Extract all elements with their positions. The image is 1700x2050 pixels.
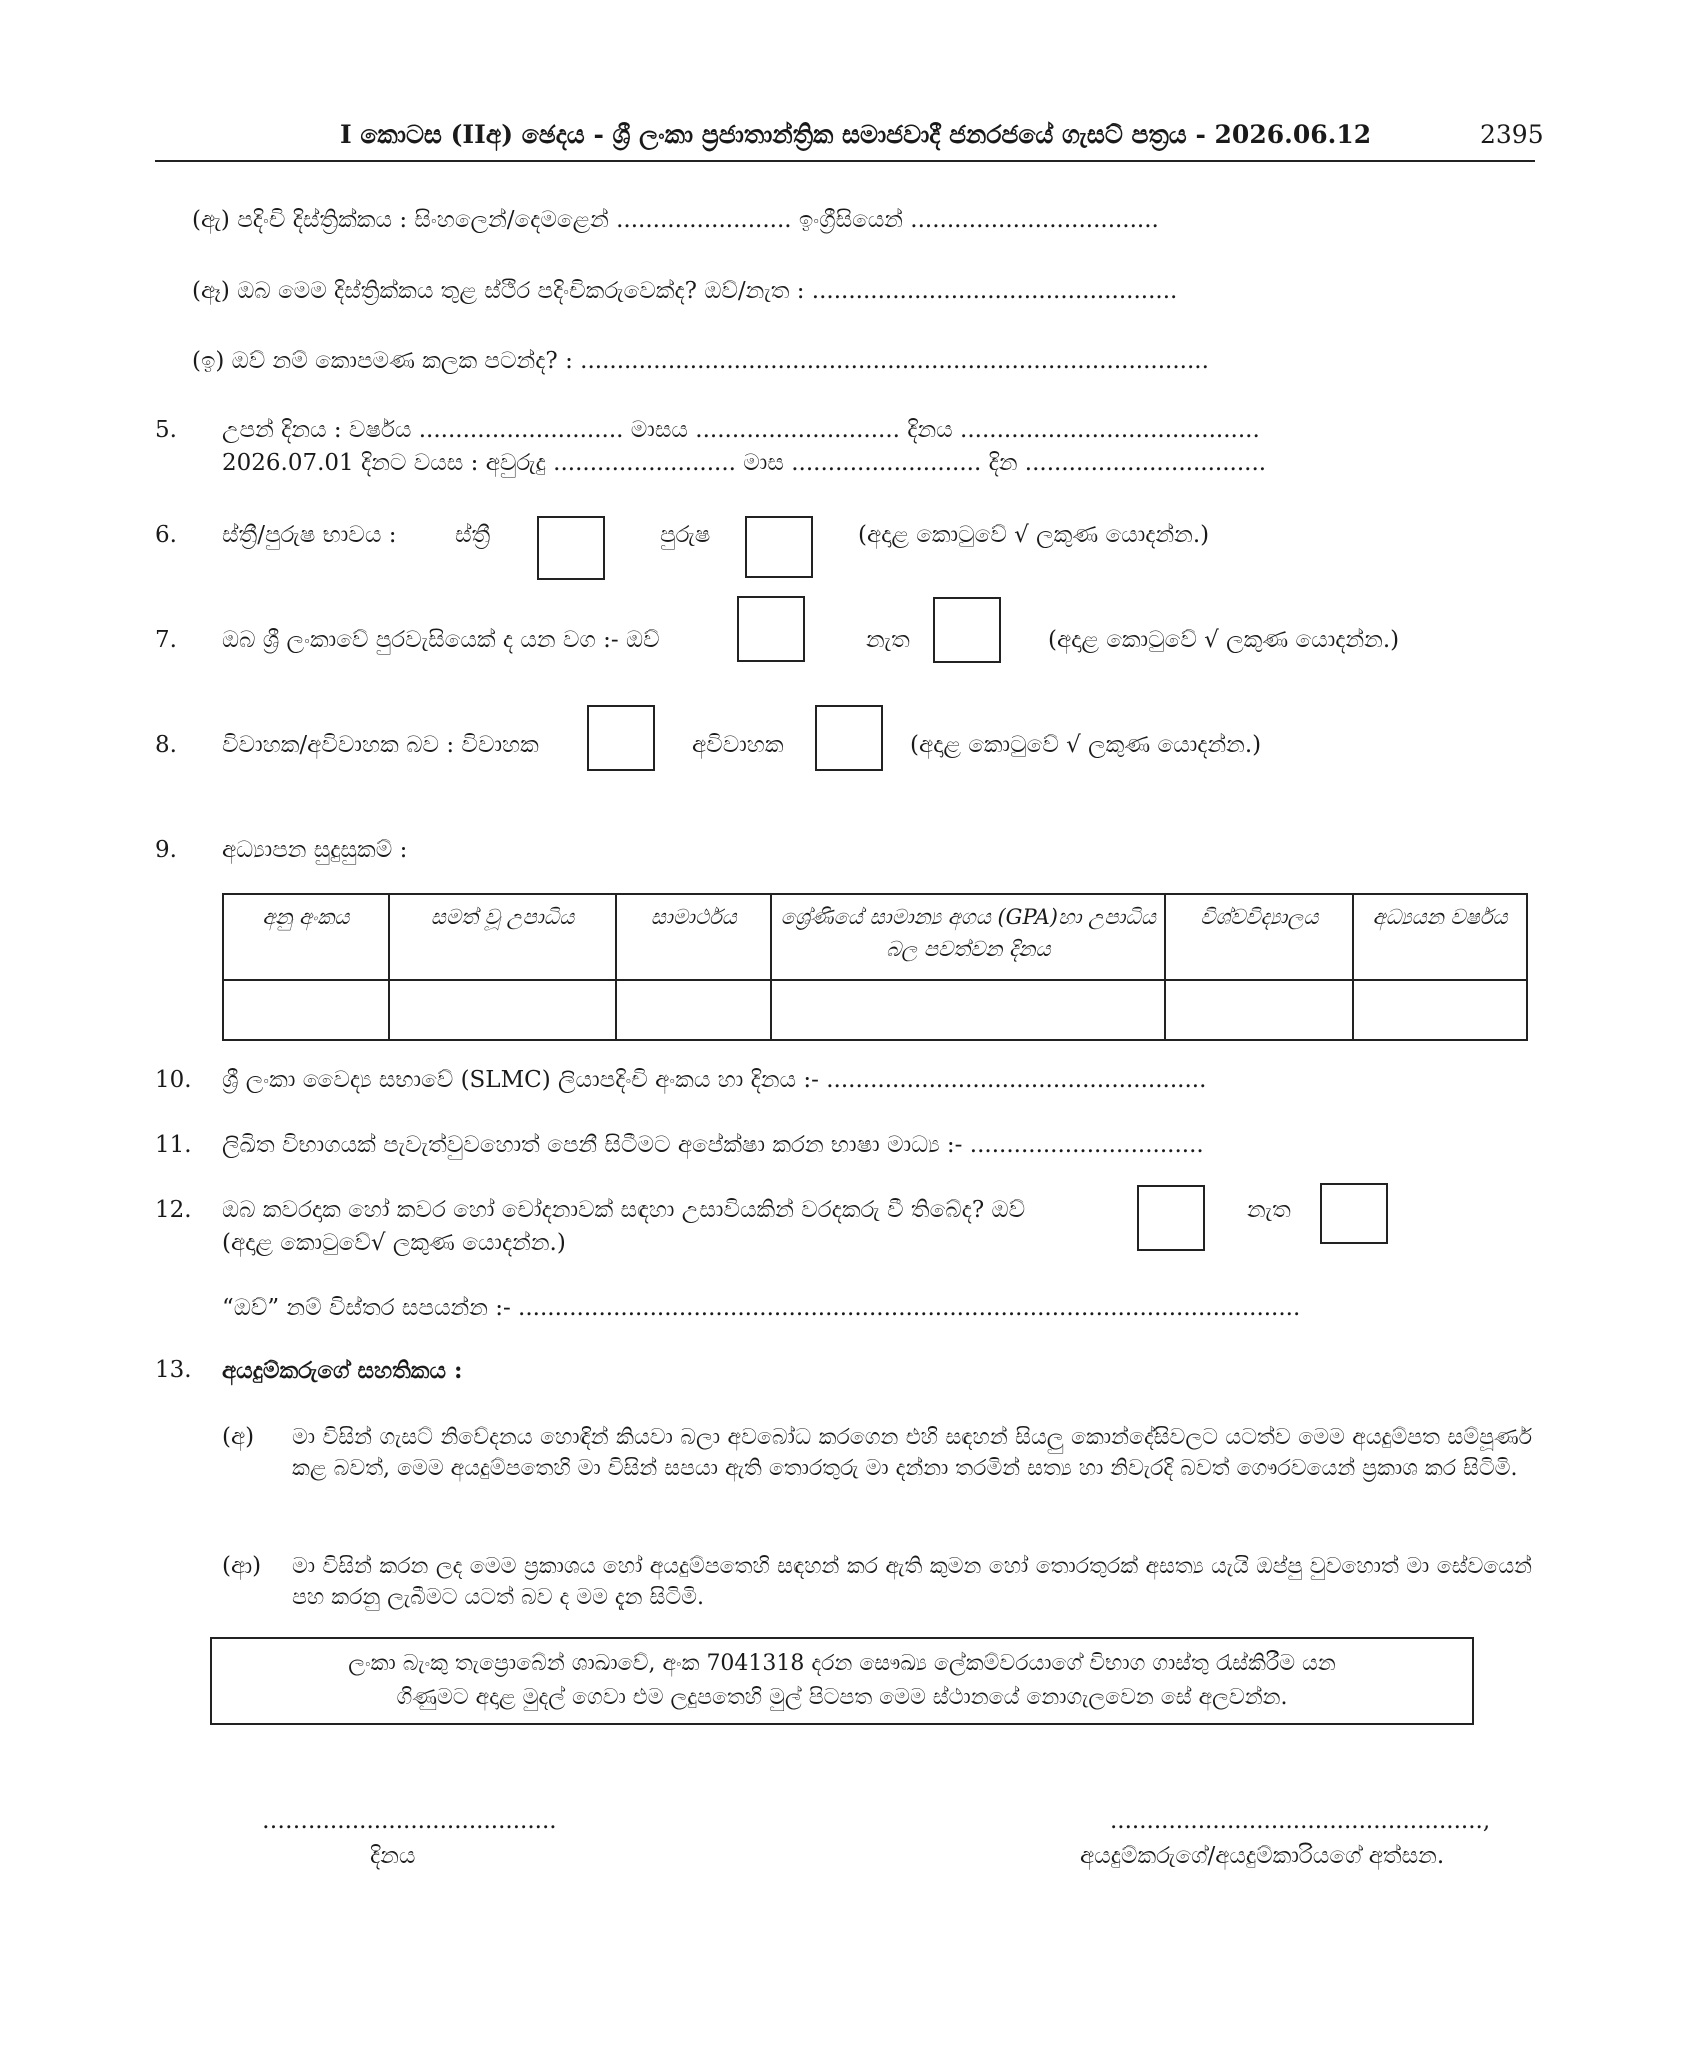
q12-number: 12. xyxy=(155,1197,192,1223)
male-label: පුරුෂ xyxy=(660,522,711,548)
applicant-signature-label: අයදුම්කරුගේ/අයදුම්කාරියගේ අත්සන. xyxy=(1080,1843,1445,1869)
table-header-cell: සාමාර්ථය xyxy=(616,894,771,980)
table-header-cell: අධ්‍යයන වර්ෂය xyxy=(1353,894,1527,980)
table-header-cell: ශ්‍රේණියේ සාමාන්‍ය අගය (GPA)හා උපාධිය බල පවත්වන දිනය xyxy=(771,894,1165,980)
citizen-no-checkbox[interactable] xyxy=(933,597,1001,663)
q6-number: 6. xyxy=(155,522,177,548)
header-rule xyxy=(155,160,1535,162)
birth-date-field[interactable]: උපන් දිනය : වර්ෂය ............................ මාසය ............................ දිනය ......................................... xyxy=(222,417,1260,443)
table-header-cell: අනු අංකය xyxy=(223,894,389,980)
unmarried-label: අවිවාහක xyxy=(692,732,784,758)
education-table xyxy=(222,893,1528,1041)
table-cell[interactable] xyxy=(1165,980,1353,1040)
q13-number: 13. xyxy=(155,1357,192,1383)
declaration-aa-text: මා විසින් කරන ලද මෙම ප්‍රකාශය හෝ අයදුම්පතෙහි සඳහන් කර ඇති කුමන හෝ තොරතුරක් අසත්‍ය යැයි ඔප්පු වුවහොත් මා සේවයෙන් පහ කරනු ලැබීමට යටත් බව ද මම දැන සිටිමි. xyxy=(292,1554,1532,1610)
table-cell[interactable] xyxy=(389,980,617,1040)
declaration-a-label: (අ) xyxy=(222,1424,255,1450)
declaration-a-text: මා විසින් ගැසට් නිවේදනය හොඳින් කියවා බලා අවබෝධ කරගෙන එහි සඳහන් සියලු කොන්දේසිවලට යටත්ව මෙම අයදුම්පත සම්පූර්ණ කළ බවත්, මෙම අයදුම්පතෙහි මා විසින් සපයා ඇති තොරතුරු මා දන්නා තරමින් සත්‍ය හා නිවැරදි බවත් ගෞරවයෙන් ප්‍රකාශ කර සිටිමි. xyxy=(292,1425,1532,1481)
gender-note: (අදාළ කොටුවේ √ ලකුණ යොදන්න.) xyxy=(858,522,1210,548)
conviction-no-label: නැත xyxy=(1247,1197,1291,1223)
receipt-notice-box xyxy=(210,1637,1474,1725)
citizenship-note: (අදාළ කොටුවේ √ ලකුණ යොදන්න.) xyxy=(1048,627,1400,653)
age-field[interactable]: 2026.07.01 දිනට වයස : අවුරුදු ......................... මාස .......................... දින ................................. xyxy=(222,450,1267,476)
district-field[interactable]: (ඇ) පදිංචි දිස්ත්‍රික්කය : සිංහලෙන්/දෙමළෙන් ........................ ඉංග්‍රීසියෙන් .................................. xyxy=(192,207,1159,233)
applicant-signature-line[interactable]: ..................................................., xyxy=(1110,1808,1491,1834)
notice-line-2: ගිණුමට අදාළ මුදල් ගෙවා එම ලදුපතෙහි මුල් පිටපත මෙම ස්ථානයේ නොගැලවෙන සේ අලවන්න. xyxy=(396,1685,1288,1710)
date-label: දිනය xyxy=(370,1843,416,1869)
marital-note: (අදාළ කොටුවේ √ ලකුණ යොදන්න.) xyxy=(910,732,1262,758)
declaration-aa-label: (ආ) xyxy=(222,1553,262,1579)
q10-number: 10. xyxy=(155,1067,192,1093)
male-checkbox[interactable] xyxy=(745,516,813,578)
conviction-question: ඔබ කවරදාක හෝ කවර හෝ චෝදනාවක් සඳහා උසාවියකින් වරදකරු වී තිබේද? ඔව් xyxy=(222,1197,1026,1223)
q5-number: 5. xyxy=(155,417,177,443)
gazette-header-title: I කොටස (IIඅ) ඡෙදය - ශ්‍රී ලංකා ප්‍රජාතාන්ත්‍රික සමාජවාදී ජනරජයේ ගැසට් පත්‍රය - 2026.06.12 xyxy=(340,120,1372,149)
female-checkbox[interactable] xyxy=(537,516,605,580)
table-header-cell: විශ්වවිද්‍යාලය xyxy=(1165,894,1353,980)
table-cell[interactable] xyxy=(1353,980,1527,1040)
permanent-resident-field[interactable]: (ඈ) ඔබ මෙම දිස්ත්‍රික්කය තුළ ස්ථිර පදිංචිකරුවෙක්ද? ඔව්/නැත : .................................................. xyxy=(192,278,1178,304)
married-checkbox[interactable] xyxy=(587,705,655,771)
female-label: ස්ත්‍රී xyxy=(455,522,491,548)
citizen-no-label: නැත xyxy=(866,627,910,653)
table-row xyxy=(223,980,1527,1040)
table-cell[interactable] xyxy=(616,980,771,1040)
citizenship-label: ඔබ ශ්‍රී ලංකාවේ පුරවැසියෙක් ද යන වග :- ඔව් xyxy=(222,627,660,653)
q11-number: 11. xyxy=(155,1132,192,1158)
declaration-title: අයදුම්කරුගේ සහතිකය : xyxy=(222,1357,463,1384)
table-cell[interactable] xyxy=(771,980,1165,1040)
date-signature-line[interactable]: …….................................. xyxy=(262,1808,557,1834)
table-header-cell: සමත් වූ උපාධිය xyxy=(389,894,617,980)
table-cell[interactable] xyxy=(223,980,389,1040)
q9-number: 9. xyxy=(155,837,177,863)
gender-label: ස්ත්‍රී/පුරුෂ භාවය : xyxy=(222,522,397,548)
citizen-yes-checkbox[interactable] xyxy=(737,596,805,662)
conviction-yes-checkbox[interactable] xyxy=(1137,1185,1205,1251)
unmarried-checkbox[interactable] xyxy=(815,705,883,771)
notice-line-1: ලංකා බැංකු තැප්‍රොබේන් ශාඛාවේ, අංක 7041318 දරන සෞඛ්‍ය ලේකම්වරයාගේ විභාග ගාස්තු රැස්කිරීම යන xyxy=(348,1651,1336,1676)
conviction-note: (අදාළ කොටුවේ√ ලකුණ යොදන්න.) xyxy=(222,1230,566,1256)
education-label: අධ්‍යාපන සුදුසුකම් : xyxy=(222,837,408,863)
conviction-details-field[interactable]: “ඔව්” නම් විස්තර සපයන්න :- ........................................................................................................... xyxy=(222,1295,1301,1321)
q7-number: 7. xyxy=(155,627,177,653)
table-header-row xyxy=(223,894,1527,980)
slmc-field[interactable]: ශ්‍රී ලංකා වෛද්‍ය සභාවේ (SLMC) ලියාපදිංචි අංකය හා දිනය :- .................................................... xyxy=(222,1067,1207,1093)
marital-status-label: විවාහක/අවිවාහක බව : විවාහක xyxy=(222,732,539,758)
page-number: 2395 xyxy=(1480,120,1544,149)
q8-number: 8. xyxy=(155,732,177,758)
conviction-no-checkbox[interactable] xyxy=(1320,1183,1388,1244)
language-medium-field[interactable]: ලිඛිත විභාගයක් පැවැත්වුවහොත් පෙනී සිටීමට අපේක්ෂා කරන භාෂා මාධ්‍ය :- ................................ xyxy=(222,1132,1204,1158)
residence-since-field[interactable]: (ඉ) ඔව් නම් කොපමණ කලක පටන්ද? : ...................................................................................... xyxy=(192,348,1209,374)
